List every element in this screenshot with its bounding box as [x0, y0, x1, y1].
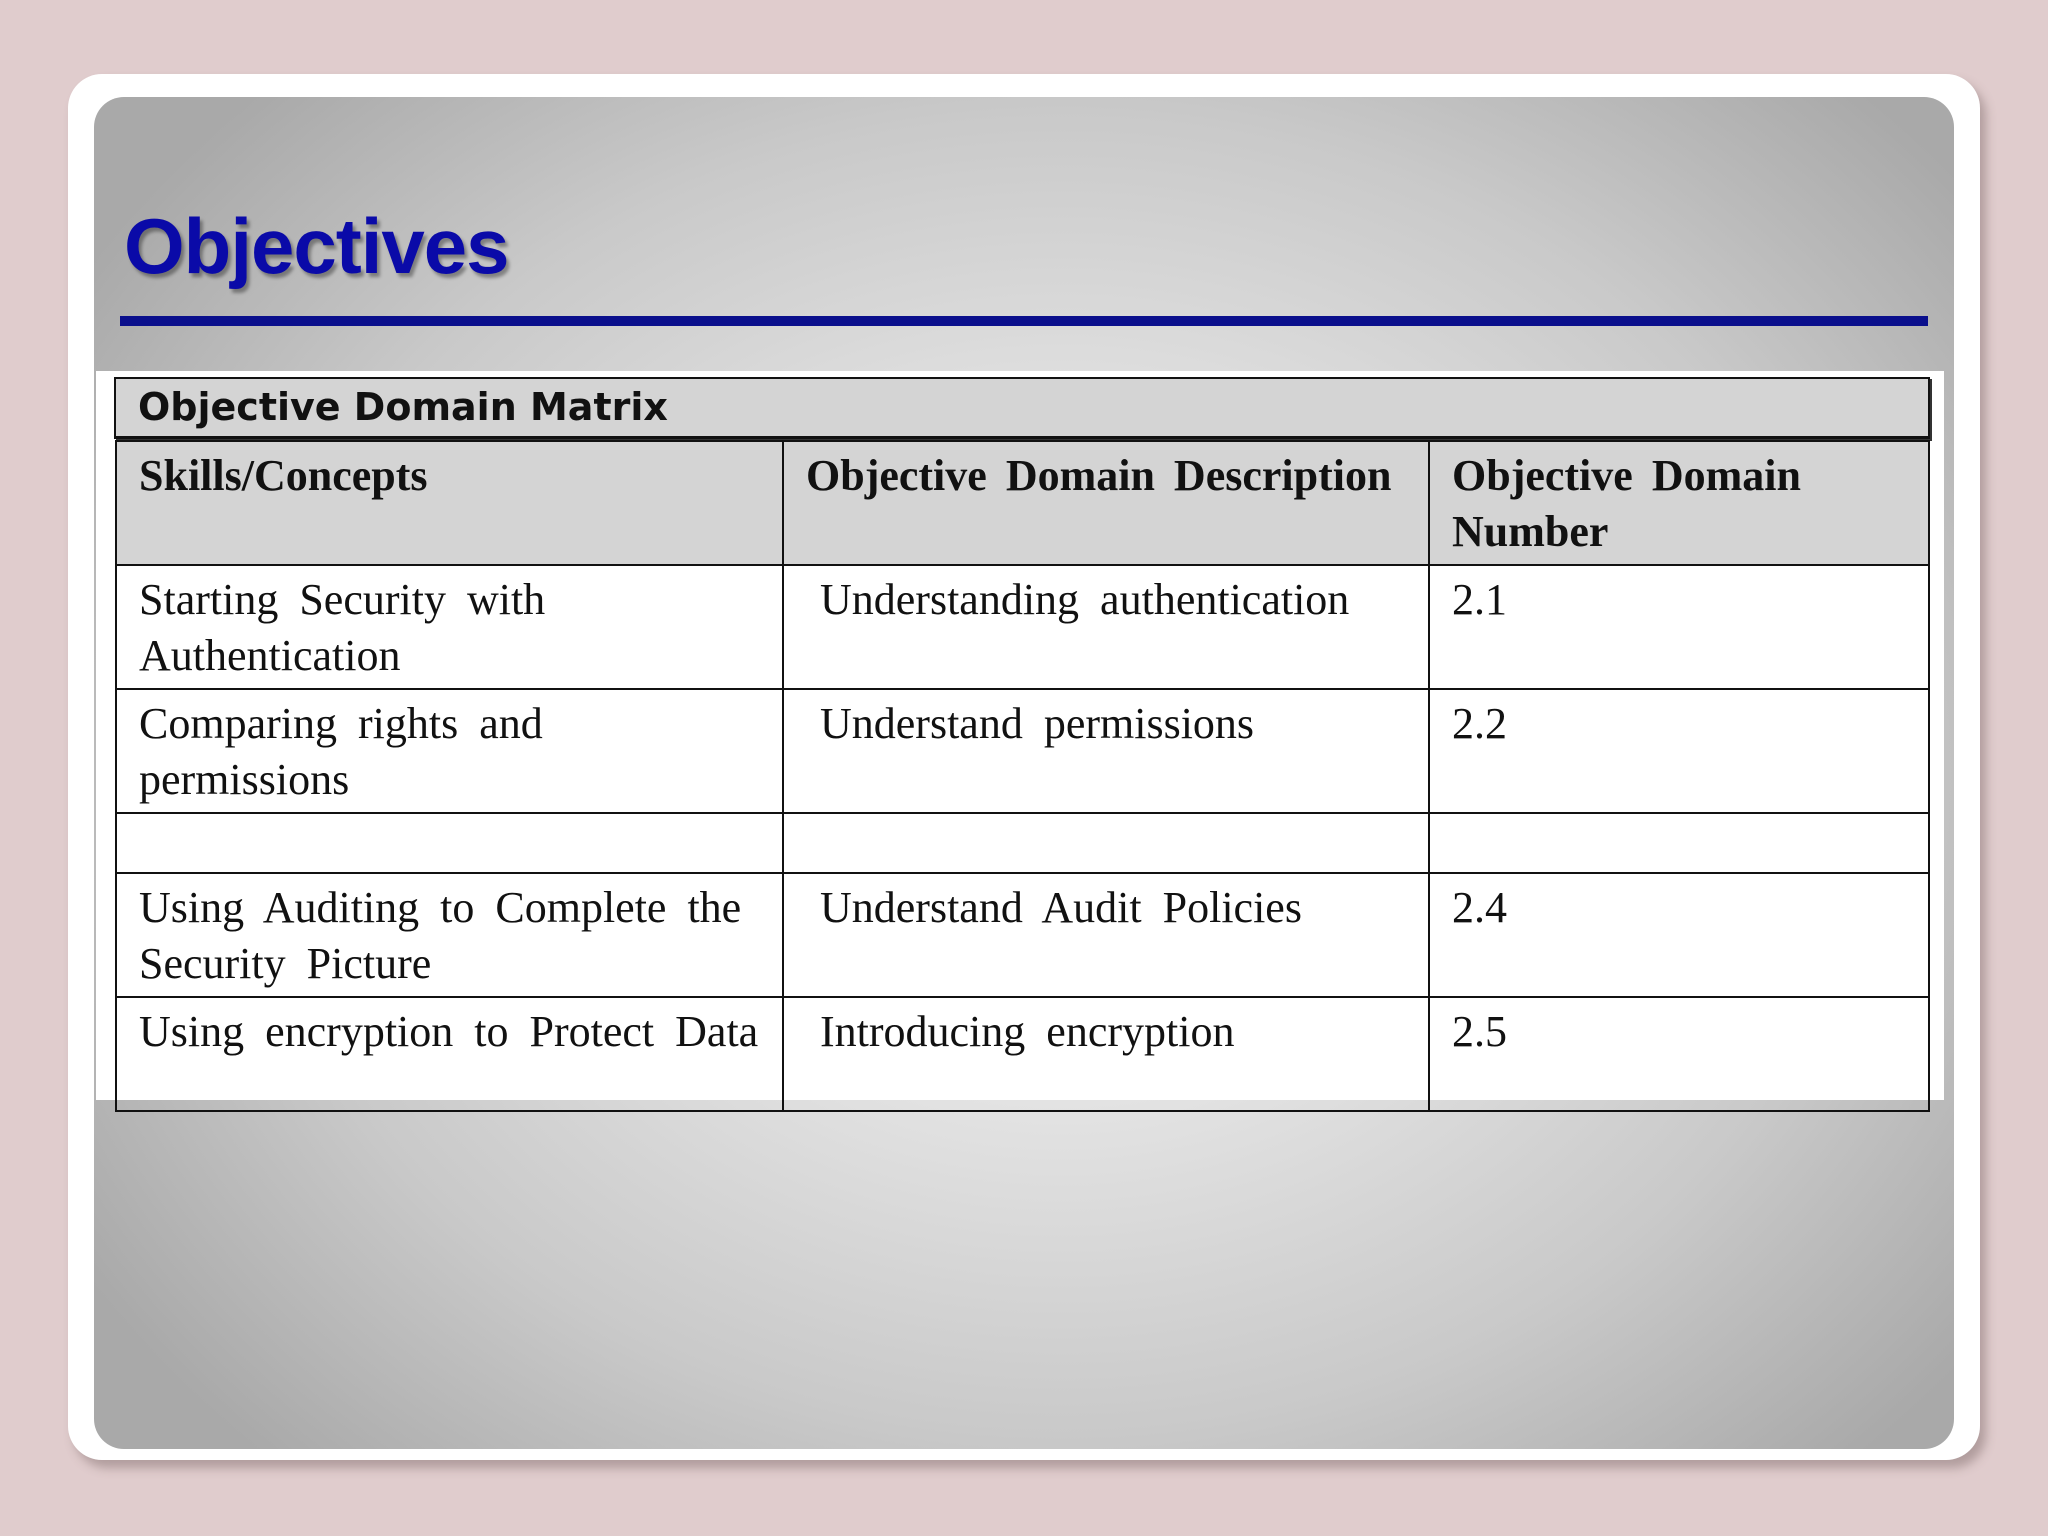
number-cell: 2.5 — [1429, 997, 1929, 1111]
objective-domain-matrix-panel — [96, 371, 1944, 1100]
number-cell: 2.4 — [1429, 873, 1929, 997]
number-cell: 2.1 — [1429, 565, 1929, 689]
description-cell: Understand Audit Policies — [783, 873, 1429, 997]
number-cell: 2.2 — [1429, 689, 1929, 813]
table-row — [116, 873, 1929, 997]
table-header-row — [116, 441, 1929, 565]
skill-cell: Comparing rights and permissions — [116, 689, 783, 813]
table-row — [116, 689, 1929, 813]
skill-cell: Starting Security with Authentication — [116, 565, 783, 689]
slide-title: Objectives — [124, 202, 509, 290]
description-cell: Understand permissions — [783, 689, 1429, 813]
description-cell: Introducing encryption — [783, 997, 1429, 1111]
column-header-number: Objective Domain Number — [1429, 441, 1929, 565]
skill-cell: Using encryption to Protect Data — [116, 997, 783, 1111]
column-header-skills: Skills/Concepts — [116, 441, 783, 565]
skill-cell — [116, 813, 783, 873]
column-header-description: Objective Domain Description — [783, 441, 1429, 565]
slide — [94, 97, 1954, 1449]
table-row — [116, 565, 1929, 689]
objective-domain-matrix — [115, 440, 1930, 1112]
title-underline — [120, 316, 1928, 326]
table-row-empty — [116, 813, 1929, 873]
skill-cell: Using Auditing to Complete the Security Picture — [116, 873, 783, 997]
table-row — [116, 997, 1929, 1111]
description-cell: Understanding authentication — [783, 565, 1429, 689]
matrix-caption: Objective Domain Matrix — [114, 377, 1930, 439]
number-cell — [1429, 813, 1929, 873]
description-cell — [783, 813, 1429, 873]
